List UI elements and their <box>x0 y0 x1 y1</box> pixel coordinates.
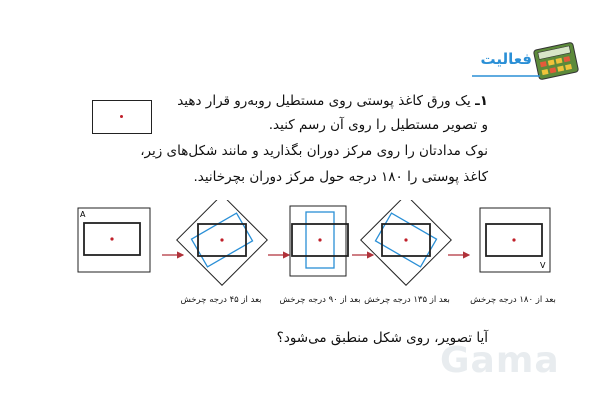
instruction-line-3: نوک مدادتان را روی مرکز دوران بگذارید و مانند شکل‌های زیر، <box>140 143 488 159</box>
caption-90: بعد از ۹۰ درجه چرخش <box>279 295 361 305</box>
watermark-logo: Gama <box>440 340 560 381</box>
figure-45-degrees <box>177 200 268 285</box>
rotation-center-dot <box>120 115 123 118</box>
activity-title: فعالیت <box>480 50 532 68</box>
figure-180-degrees <box>480 208 550 272</box>
caption-180: بعد از ۱۸۰ درجه چرخش <box>470 295 556 305</box>
sample-rectangle <box>92 100 152 134</box>
instruction-line-2: و تصویر مستطیل را روی آن رسم کنید. <box>268 117 488 133</box>
caption-45: بعد از ۴۵ درجه چرخش <box>180 295 262 305</box>
rotation-sequence <box>70 200 570 290</box>
instruction-number: ۱ـ <box>475 93 488 109</box>
figure-135-degrees <box>361 200 452 285</box>
question-text: آیا تصویر، روی شکل منطبق می‌شود؟ <box>276 330 488 346</box>
instruction-line-1: ۱ـ یک ورق کاغذ پوستی روی مستطیل روبه‌رو قرار دهید <box>177 93 488 109</box>
figure-90-degrees <box>290 206 348 276</box>
caption-135: بعد از ۱۳۵ درجه چرخش <box>364 295 450 305</box>
label-v: V <box>540 261 546 270</box>
instruction-line-4: کاغذ پوستی را ۱۸۰ درجه حول مرکز دوران بچرخانید. <box>193 169 488 185</box>
label-a: A <box>80 210 86 219</box>
figure-0-degrees <box>78 208 150 272</box>
